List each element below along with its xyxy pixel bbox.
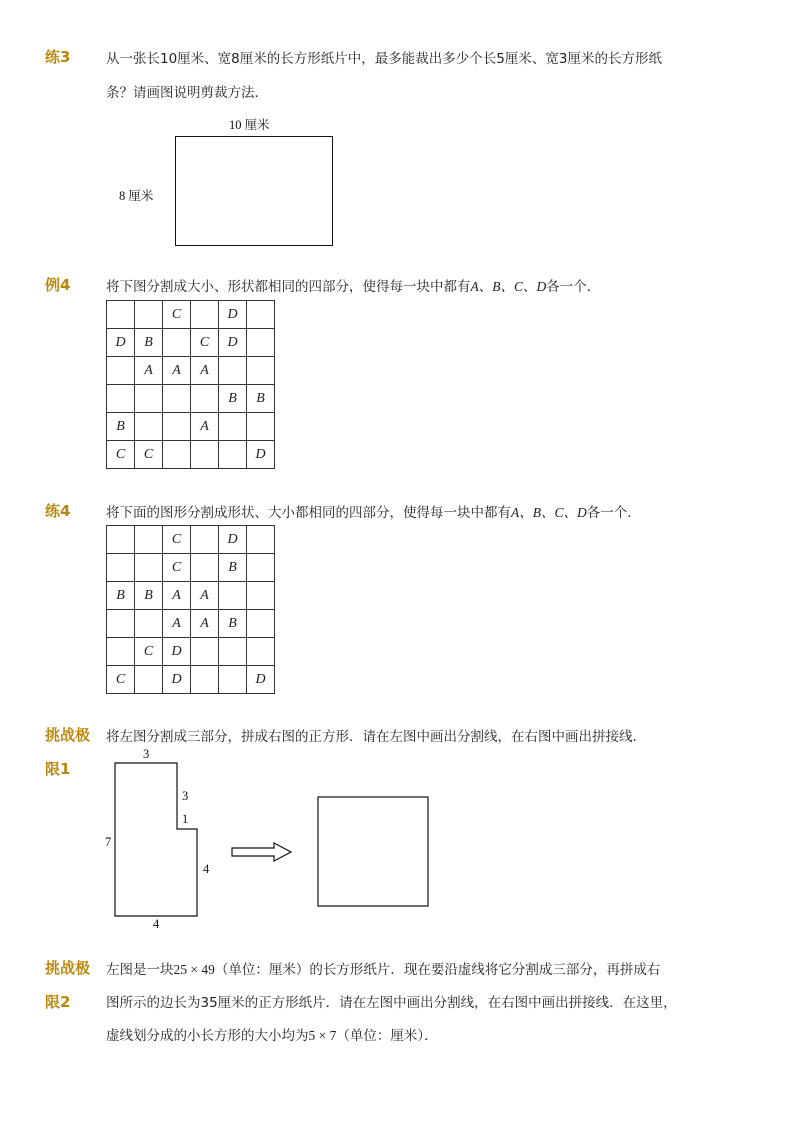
grid-cell: A bbox=[163, 357, 191, 385]
grid-cell: D bbox=[163, 638, 191, 666]
grid-cell: A bbox=[163, 582, 191, 610]
grid-cell: A bbox=[135, 357, 163, 385]
grid-cell: D bbox=[247, 441, 275, 469]
grid-cell: C bbox=[163, 301, 191, 329]
grid-cell: B bbox=[135, 329, 163, 357]
dim-notch: 1 bbox=[182, 812, 189, 826]
rect-width-label: 10 厘米 bbox=[229, 118, 270, 132]
exercise-4-label: 练4 bbox=[45, 502, 71, 520]
grid-cell: B bbox=[135, 582, 163, 610]
exercise-3-label: 练3 bbox=[45, 48, 71, 66]
dim-right-upper: 3 bbox=[182, 789, 189, 803]
dim-bottom: 4 bbox=[153, 917, 160, 931]
exercise-3-text-line2: 条？请画图说明剪裁方法． bbox=[106, 85, 268, 101]
l-shape-outline bbox=[115, 763, 197, 916]
challenge-1-label-line2: 限1 bbox=[45, 760, 71, 778]
grid-cell: B bbox=[107, 413, 135, 441]
example-4-label: 例4 bbox=[45, 276, 71, 294]
challenge-1-text: 将左图分割成三部分，拼成右图的正方形．请在左图中画出分割线，在右图中画出拼接线． bbox=[106, 729, 646, 745]
dim-top: 3 bbox=[143, 747, 150, 761]
grid-cell: C bbox=[163, 526, 191, 554]
grid-cell: D bbox=[247, 666, 275, 694]
exercise-4-text: 将下面的图形分割成形状、大小都相同的四部分，使得每一块中都有A、B、C、D各一个． bbox=[106, 505, 641, 521]
grid-cell: C bbox=[163, 554, 191, 582]
grid-cell: C bbox=[107, 666, 135, 694]
grid-cell: C bbox=[135, 441, 163, 469]
example-4-text: 将下图分割成大小、形状都相同的四部分，使得每一块中都有A、B、C、D各一个． bbox=[106, 279, 601, 295]
grid-cell: A bbox=[191, 610, 219, 638]
exercise-3-text-line1: 从一张长10厘米、宽8厘米的长方形纸片中，最多能裁出多少个长5厘米、宽3厘米的长方形纸 bbox=[106, 51, 662, 67]
grid-cell: B bbox=[219, 385, 247, 413]
grid-cell: D bbox=[219, 329, 247, 357]
dim-right-lower: 4 bbox=[203, 862, 210, 876]
grid-cell: C bbox=[135, 638, 163, 666]
grid-cell: D bbox=[107, 329, 135, 357]
challenge-2-text-line2: 图所示的边长为35厘米的正方形纸片．请在左图中画出分割线，在右图中画出拼接线．在这里， bbox=[106, 995, 677, 1011]
grid-cell: B bbox=[219, 554, 247, 582]
target-square bbox=[318, 797, 428, 906]
grid-cell: B bbox=[219, 610, 247, 638]
grid-cell: C bbox=[107, 441, 135, 469]
grid-cell: D bbox=[219, 301, 247, 329]
grid-cell: D bbox=[163, 666, 191, 694]
grid-cell: C bbox=[191, 329, 219, 357]
challenge-2-text-line3: 虚线划分成的小长方形的大小均为5 × 7（单位：厘米）． bbox=[106, 1028, 438, 1044]
grid-cell: B bbox=[247, 385, 275, 413]
challenge-1-label-line1: 挑战极 bbox=[45, 726, 91, 744]
grid-cell: B bbox=[107, 582, 135, 610]
challenge-2-label-line2: 限2 bbox=[45, 993, 71, 1011]
challenge-2-text-line1: 左图是一块25 × 49（单位：厘米）的长方形纸片．现在要沿虚线将它分割成三部分，再拼成右 bbox=[106, 962, 661, 978]
challenge-2-label-line1: 挑战极 bbox=[45, 959, 91, 977]
grid-cell: A bbox=[163, 610, 191, 638]
rect-height-label: 8 厘米 bbox=[119, 189, 154, 203]
dim-left: 7 bbox=[105, 835, 112, 849]
arrow-icon bbox=[232, 843, 291, 861]
grid-cell: D bbox=[219, 526, 247, 554]
grid-cell: A bbox=[191, 357, 219, 385]
grid-cell: A bbox=[191, 413, 219, 441]
grid-cell: A bbox=[191, 582, 219, 610]
